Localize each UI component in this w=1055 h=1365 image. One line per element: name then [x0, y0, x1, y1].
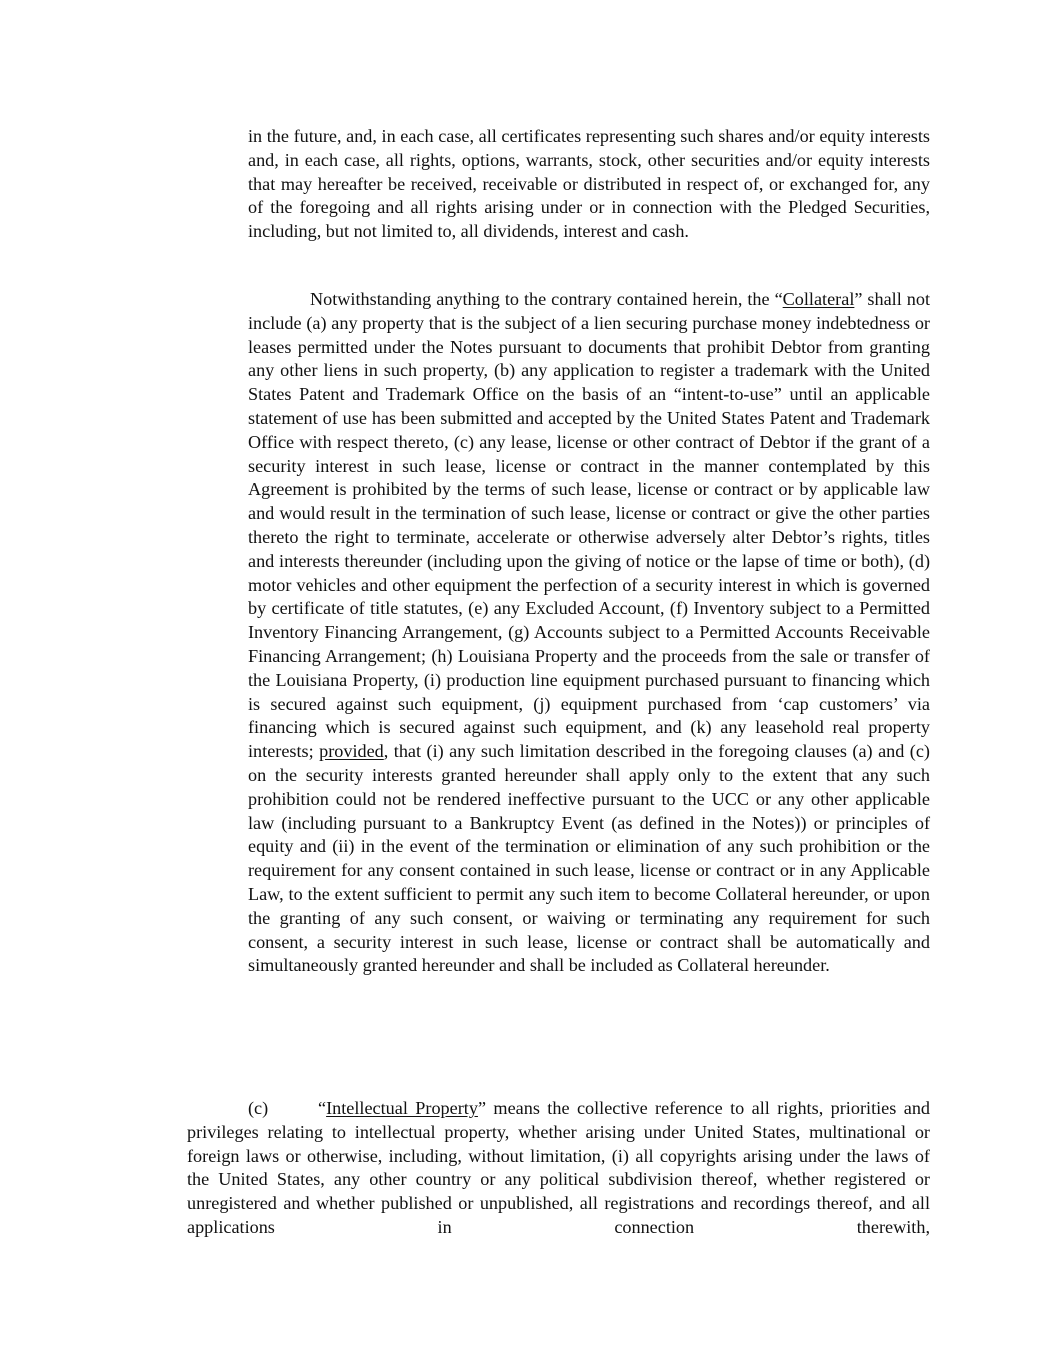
- paragraph-collateral-exclusions: [248, 288, 930, 978]
- paragraph-pledged-securities: [248, 125, 930, 244]
- paragraph-text-before: Notwithstanding anything to the contrary contained herein, the “: [310, 289, 783, 309]
- paragraph-text: in the future, and, in each case, all certificates representing such shares and/or equity interests and, in each case, all rights, options, warrants, stock, other securities and/or equity interests that may hereafter be received, receivable or distributed in respect of, or exchanged for, any of the foregoing and all rights arising under or in connection with the Pledged Securities, including, but not limited to, all dividends, interest and cash.: [248, 126, 930, 242]
- paragraph-text-after: , that (i) any such limitation described in the foregoing clauses (a) and (c) on the security interests granted hereunder shall apply only to the extent that any such prohibition could not be rendered ineffective pursuant to the UCC or any other applicable law (including pursuant to a Bankruptcy Event (as defined in the Notes)) or principles of equity and (ii) in the event of the termination or elimination of any such prohibition or the requirement for any consent contained in such lease, license or contract or in any Applicable Law, to the extent sufficient to permit any such item to become Collateral hereunder, or upon the granting of any such consent, or waiving or terminating any requirement for such consent, a security interest in such lease, license or contract shall be automatically and simultaneously granted hereunder and shall be included as Collateral hereunder.: [248, 741, 930, 976]
- defined-term-intellectual-property: Intellectual Property: [326, 1098, 478, 1118]
- proviso-term: provided: [319, 741, 384, 762]
- section-label: (c): [248, 1098, 269, 1118]
- paragraph-intellectual-property: [187, 1097, 930, 1240]
- defined-term-collateral: Collateral: [782, 289, 855, 309]
- open-quote: “: [318, 1098, 327, 1118]
- paragraph-text: ” means the collective reference to all rights, priorities and privileges relating to intellectual property, whether arising under United States, multinational or foreign laws or otherwise, including, without limitation, (i) all copyrights arising under the laws of the United States, any other country or any political subdivision thereof, whether registered or unregistered and whether published or unpublished, all registrations and recordings thereof, and all applications in connection therewith,: [187, 1098, 931, 1237]
- paragraph-text-middle: ” shall not include (a) any property that is the subject of a lien securing purchase money indebtedness or leases permitted under the Notes pursuant to documents that prohibit Debtor from granting any other liens in such property, (b) any application to register a trademark with the United States Patent and Trademark Office on the basis of an “intent-to-use” until an applicable statement of use has been submitted and accepted by the United States Patent and Trademark Office with respect thereto, (c) any lease, license or other contract of Debtor if the grant of a security interest in such lease, license or contract in the manner contemplated by this Agreement is prohibited by the terms of such lease, license or contract or by applicable law and would result in the termination of such lease, license or contract or give the other parties thereto the right to terminate, accelerate or otherwise adversely alter Debtor’s rights, titles and interests thereunder (including upon the giving of notice or the lapse of time or both), (d) motor vehicles and other equipment the perfection of a security interest in which is governed by certificate of title statutes, (e) any Excluded Account, (f) Inventory subject to a Permitted Inventory Financing Arrangement, (g) Accounts subject to a Permitted Accounts Receivable Financing Arrangement; (h) Louisiana Property and the proceeds from the sale or transfer of the Louisiana Property, (i) production line equipment purchased pursuant to financing which is secured against such equipment, (j) equipment purchased from ‘cap customers’ via financing which is secured against such equipment, and (k) any leasehold real property interests;: [248, 289, 930, 762]
